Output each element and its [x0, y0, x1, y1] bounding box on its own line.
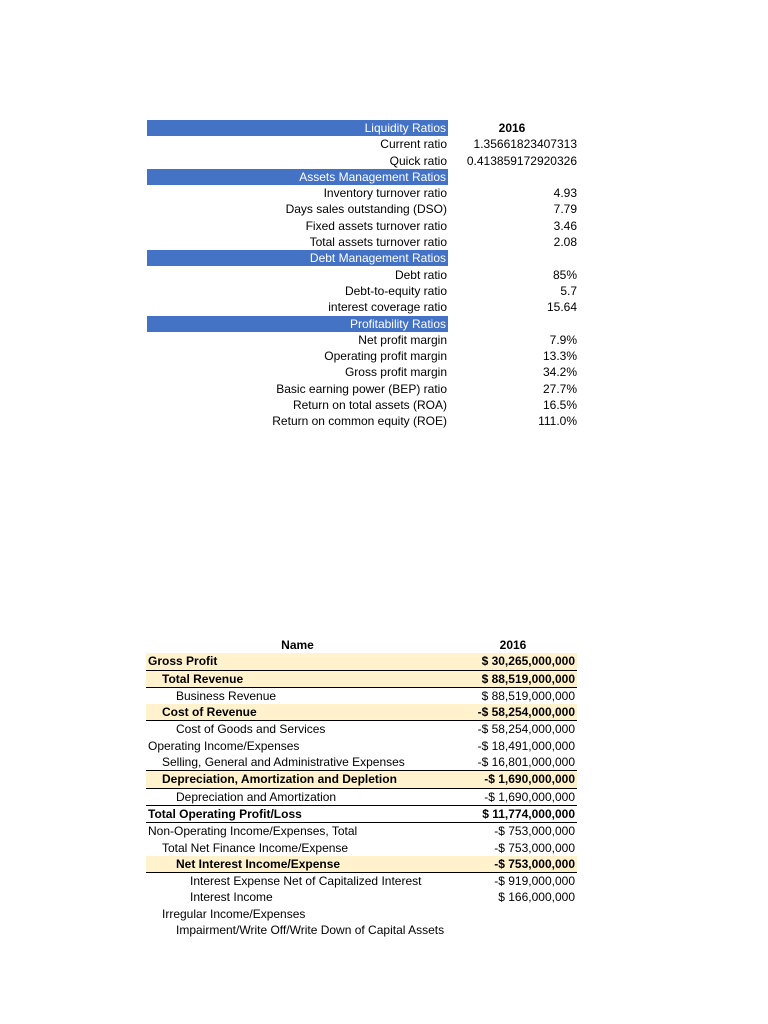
- ratio-value: 0.413859172920326: [466, 153, 577, 168]
- income-header-row: [146, 637, 577, 653]
- ratio-row: [147, 332, 577, 348]
- ratio-section-title: Liquidity Ratios: [147, 120, 448, 136]
- ratio-label: Current ratio: [380, 137, 447, 152]
- income-item-name: Cost of Revenue: [162, 705, 257, 720]
- ratio-row: [147, 136, 577, 152]
- income-item-name: Selling, General and Administrative Expenses: [162, 755, 405, 770]
- income-row: [146, 805, 577, 823]
- income-item-name: Interest Expense Net of Capitalized Interest: [190, 874, 422, 889]
- ratio-row: [147, 153, 577, 169]
- ratio-section-header: [147, 250, 577, 266]
- income-item-name: Depreciation and Amortization: [176, 789, 337, 804]
- income-item-value: -$ 1,690,000,000: [484, 789, 575, 804]
- income-row: [146, 704, 577, 721]
- income-item-value: $ 11,774,000,000: [482, 806, 575, 821]
- ratio-row: [147, 283, 577, 299]
- ratio-row: [147, 234, 577, 250]
- income-item-value: -$ 16,801,000,000: [477, 755, 575, 770]
- ratio-section-title: Debt Management Ratios: [147, 250, 448, 266]
- income-item-value: $ 88,519,000,000: [481, 671, 575, 686]
- ratio-row: [147, 364, 577, 380]
- income-item-name: Irregular Income/Expenses: [162, 906, 306, 921]
- income-row: [146, 653, 577, 669]
- ratio-label: Return on common equity (ROE): [272, 414, 447, 429]
- ratio-section-header: [147, 316, 577, 332]
- ratio-label: Fixed assets turnover ratio: [305, 218, 447, 233]
- income-item-name: Cost of Goods and Services: [176, 722, 326, 737]
- income-item-name: Interest Income: [190, 890, 273, 905]
- income-item-name: Total Net Finance Income/Expense: [162, 840, 349, 855]
- ratio-row: [147, 348, 577, 364]
- income-row: [146, 738, 577, 754]
- ratio-value: 7.9%: [549, 332, 577, 347]
- ratio-label: interest coverage ratio: [328, 300, 447, 315]
- ratio-label: Basic earning power (BEP) ratio: [276, 381, 447, 396]
- ratio-label: Debt ratio: [394, 267, 447, 282]
- income-row: [146, 889, 577, 905]
- ratio-row: [147, 185, 577, 201]
- ratio-value: 4.93: [553, 186, 577, 201]
- ratio-label: Operating profit margin: [324, 349, 447, 364]
- income-row: [146, 856, 577, 873]
- income-item-value: -$ 753,000,000: [494, 856, 575, 871]
- income-row: [146, 840, 577, 856]
- income-row: [146, 789, 577, 805]
- income-item-name: Total Revenue: [162, 671, 244, 686]
- column-header-year: 2016: [499, 638, 527, 652]
- ratios-table: [147, 120, 577, 430]
- income-item-value: $ 30,265,000,000: [481, 654, 575, 669]
- income-row: [146, 922, 577, 938]
- ratio-section-title: Assets Management Ratios: [147, 169, 448, 185]
- income-row: [146, 770, 577, 788]
- ratio-row: [147, 397, 577, 413]
- ratio-value: 16.5%: [542, 398, 577, 413]
- ratio-row: [147, 299, 577, 315]
- income-item-value: -$ 18,491,000,000: [477, 738, 575, 753]
- ratio-value: 85%: [552, 267, 577, 282]
- income-item-name: Non-Operating Income/Expenses, Total: [148, 824, 358, 839]
- ratio-label: Quick ratio: [389, 153, 447, 168]
- income-row: [146, 754, 577, 770]
- ratio-value: 34.2%: [542, 365, 577, 380]
- ratio-section-header: [147, 120, 577, 136]
- ratio-row: [147, 201, 577, 217]
- income-row: [146, 670, 577, 688]
- income-item-value: $ 88,519,000,000: [481, 688, 575, 703]
- income-item-name: Operating Income/Expenses: [148, 738, 300, 753]
- ratio-row: [147, 381, 577, 397]
- ratio-label: Gross profit margin: [344, 365, 447, 380]
- income-row: [146, 721, 577, 737]
- ratio-value: 3.46: [553, 218, 577, 233]
- income-item-value: -$ 753,000,000: [494, 824, 575, 839]
- ratio-value: 5.7: [560, 283, 577, 298]
- ratio-value: 2.08: [553, 235, 577, 250]
- income-item-name: Business Revenue: [176, 688, 277, 703]
- ratio-value: 15.64: [546, 300, 577, 315]
- ratio-value: 7.79: [553, 202, 577, 217]
- ratio-value: 1.35661823407313: [473, 137, 577, 152]
- ratio-value: 27.7%: [542, 381, 577, 396]
- income-row: [146, 688, 577, 704]
- ratio-row: [147, 218, 577, 234]
- ratio-label: Net profit margin: [358, 332, 447, 347]
- income-item-name: Depreciation, Amortization and Depletion: [162, 772, 397, 787]
- income-row: [146, 873, 577, 889]
- ratio-value: 13.3%: [542, 349, 577, 364]
- income-item-value: -$ 1,690,000,000: [484, 772, 575, 787]
- income-item-value: -$ 58,254,000,000: [477, 722, 575, 737]
- ratio-label: Inventory turnover ratio: [323, 186, 447, 201]
- income-row: [146, 906, 577, 922]
- ratio-label: Total assets turnover ratio: [309, 235, 447, 250]
- income-item-value: -$ 919,000,000: [494, 874, 575, 889]
- income-item-name: Impairment/Write Off/Write Down of Capital Assets: [176, 923, 445, 938]
- ratio-label: Debt-to-equity ratio: [344, 283, 447, 298]
- income-item-name: Total Operating Profit/Loss: [148, 806, 302, 821]
- ratio-section-header: [147, 169, 577, 185]
- ratio-value: 111.0%: [538, 414, 577, 429]
- income-item-name: Net Interest Income/Expense: [176, 856, 341, 871]
- ratio-label: Days sales outstanding (DSO): [285, 202, 447, 217]
- income-item-value: -$ 58,254,000,000: [477, 705, 575, 720]
- income-row: [146, 823, 577, 839]
- ratio-year-header: 2016: [498, 121, 526, 135]
- ratio-section-title: Profitability Ratios: [147, 316, 448, 332]
- ratio-row: [147, 267, 577, 283]
- income-item-name: Gross Profit: [148, 654, 218, 669]
- income-item-value: -$ 753,000,000: [494, 840, 575, 855]
- income-statement-table: [146, 637, 577, 938]
- income-item-value: $ 166,000,000: [498, 890, 575, 905]
- column-header-name: Name: [281, 638, 314, 652]
- ratio-label: Return on total assets (ROA): [292, 398, 447, 413]
- ratio-row: [147, 413, 577, 429]
